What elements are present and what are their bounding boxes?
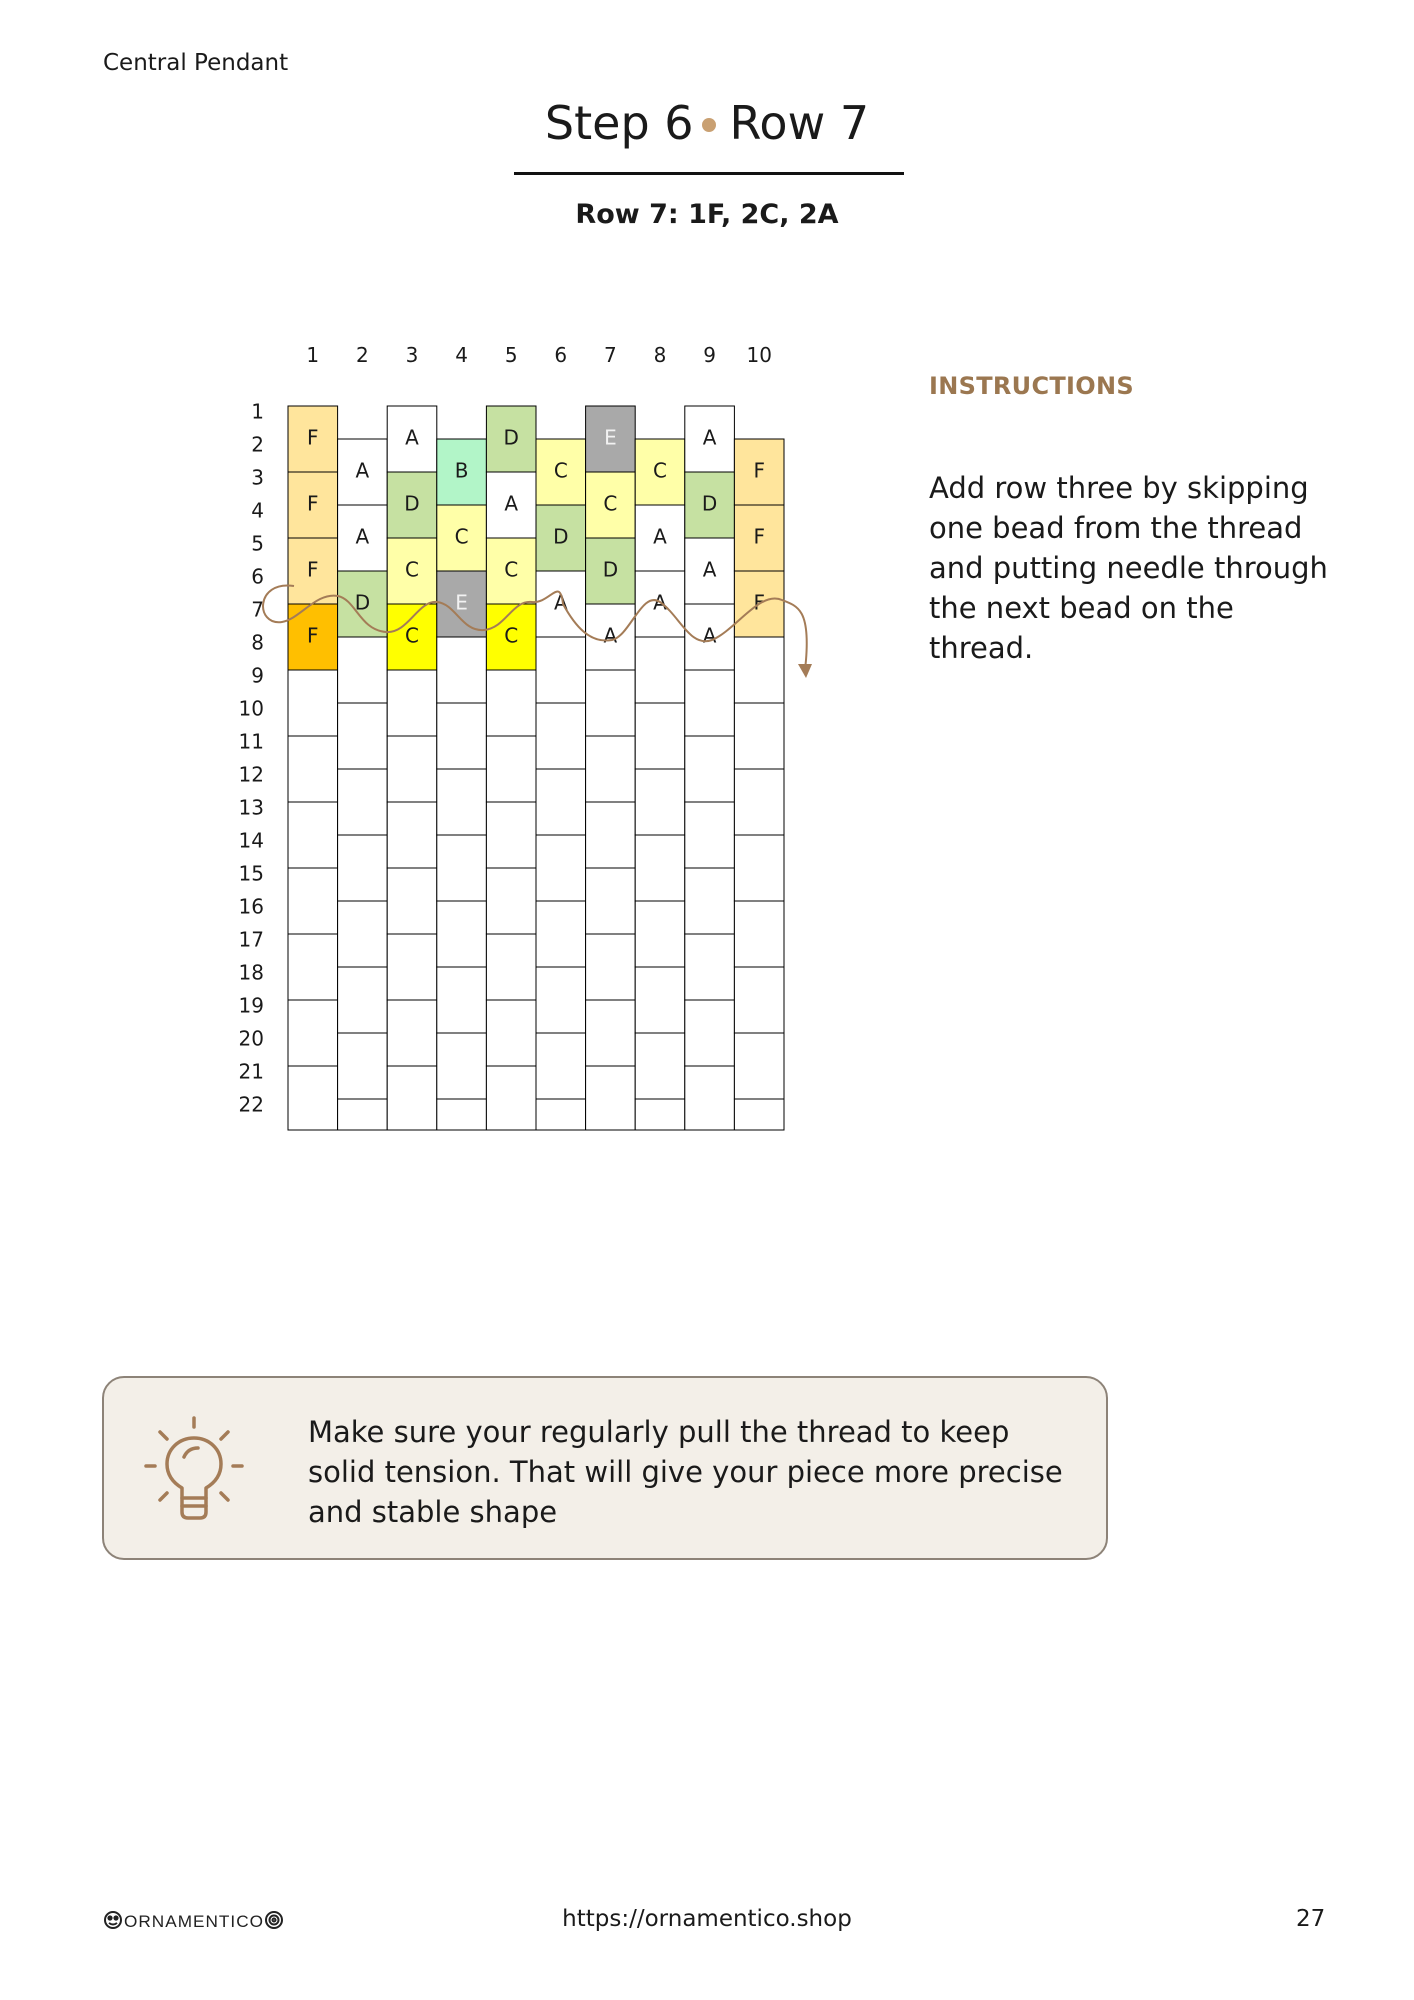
empty-cell [288,1066,338,1130]
bead-cell [586,406,636,472]
column-label: 3 [405,343,419,367]
bead-letter: C [405,623,419,648]
bead-letter: D [553,524,569,549]
footer-url[interactable]: https://ornamentico.shop [562,1906,852,1932]
empty-cell [536,967,586,1033]
column-label: 5 [504,343,518,367]
bead-letter: A [653,590,667,615]
row-summary: Row 7: 1F, 2C, 2A [575,199,839,230]
empty-cell [486,736,536,802]
bead-letter: F [307,557,319,582]
empty-cell [338,769,388,835]
row-label: 17 [238,927,264,952]
empty-cell [635,901,685,967]
empty-cell [586,670,636,736]
empty-cell [486,802,536,868]
empty-cell [437,637,487,703]
empty-cell [536,835,586,901]
empty-cell [437,967,487,1033]
bead-letter: A [702,557,717,582]
bead-cell [288,406,338,472]
empty-cell [635,967,685,1033]
empty-cell [486,1000,536,1066]
bead-cell [437,505,487,571]
empty-cell [288,868,338,934]
bead-letter: C [454,524,469,549]
row-label: 13 [238,795,264,820]
empty-cell [338,637,388,703]
empty-cell [536,901,586,967]
instructions-heading: INSTRUCTIONS [929,372,1134,400]
step-title: Step 6 [544,96,694,150]
bead-letter: D [503,425,519,450]
bead-cell [685,406,735,472]
empty-cell [288,802,338,868]
row-labels [239,400,264,1117]
empty-cell [635,1033,685,1099]
bead-letter: A [702,425,717,450]
row-label: 21 [238,1059,264,1084]
bead-letter: F [307,623,319,648]
empty-cell [387,670,437,736]
bead-letter: F [307,425,319,450]
empty-cell [685,868,735,934]
bead-letter: A [355,524,370,549]
empty-cell [536,1099,586,1130]
bead-cell [288,604,338,670]
bead-cell [288,472,338,538]
empty-cell [536,1033,586,1099]
empty-cell [288,934,338,1000]
empty-cell [586,1066,636,1130]
bead-letter: D [701,491,718,516]
empty-cell [536,769,586,835]
empty-cell [387,802,437,868]
empty-cell [586,736,636,802]
column-label: 6 [554,343,568,367]
column-label: 10 [746,343,772,367]
empty-cell [635,637,685,703]
empty-cell [734,637,784,703]
bead-cell [486,406,536,472]
column-labels [306,343,771,367]
row-label: 16 [238,894,264,919]
bead-cell [387,472,437,538]
bead-letter: F [753,524,765,549]
page-title [0,96,1414,150]
empty-cell [586,1000,636,1066]
bead-letter: A [553,590,568,615]
empty-cell [734,1099,784,1130]
bead-letter: F [307,491,319,516]
empty-cell [734,769,784,835]
bead-letter: F [753,458,765,483]
bead-cell [734,505,784,571]
empty-cell [486,868,536,934]
column-label: 1 [306,343,320,367]
row-title: Row 7 [729,96,870,150]
empty-cell [536,703,586,769]
empty-cell [437,1099,487,1130]
bead-cell [338,571,388,637]
tip-text: Make sure your regularly pull the thread to keep solid tension. That will give your piece more precise and stable shape [308,1415,1063,1529]
bead-letter: A [405,425,419,450]
empty-cell [338,967,388,1033]
bead-letter: D [354,590,371,615]
empty-cell [437,901,487,967]
empty-cell [586,868,636,934]
bead-letter: C [603,491,618,516]
bead-cell [338,505,388,571]
bead-pattern-chart [0,330,860,1150]
bead-letter: E [604,425,617,450]
row-label: 18 [238,960,264,985]
empty-cell [338,1033,388,1099]
empty-cell [338,1099,388,1130]
bead-cell [635,439,685,505]
row-label: 7 [251,597,264,622]
empty-cell [734,835,784,901]
row-label: 11 [238,729,264,754]
empty-cell [387,1066,437,1130]
empty-cell [635,769,685,835]
row-label: 5 [251,531,264,556]
bead-letter: D [404,491,420,516]
bead-cell [734,439,784,505]
bead-cell [586,538,636,604]
row-label: 2 [251,432,264,457]
logo-wordmark: ORNAMENTICO [124,1912,264,1931]
row-label: 3 [251,465,264,490]
empty-cell [338,835,388,901]
empty-cell [288,736,338,802]
thread-arrow-icon [798,664,812,678]
empty-cell [635,703,685,769]
empty-cell [486,1066,536,1130]
empty-cell [586,934,636,1000]
empty-cell [635,835,685,901]
bead-cell [685,472,735,538]
column-label: 7 [604,343,617,367]
empty-cell [486,934,536,1000]
row-label: 22 [238,1092,264,1117]
bead-letter: C [504,623,519,648]
row-label: 15 [238,861,264,886]
bead-cell [387,406,437,472]
bead-letter: D [602,557,619,582]
empty-cell [685,1066,735,1130]
row-label: 20 [238,1026,264,1051]
empty-cell [635,1099,685,1130]
bead-letter: C [553,458,568,483]
bead-cells [288,406,784,1130]
empty-cell [437,703,487,769]
empty-cell [586,802,636,868]
title-divider [514,172,904,175]
lightbulb-icon [142,1414,246,1528]
empty-cell [685,670,735,736]
bead-cell [685,538,735,604]
bead-cell [486,472,536,538]
column-label: 4 [455,343,468,367]
row-label: 10 [238,696,264,721]
empty-cell [387,736,437,802]
row-label: 9 [251,663,264,688]
bead-cell [387,538,437,604]
empty-cell [387,868,437,934]
row-label: 6 [251,564,264,589]
bead-letter: B [454,458,469,483]
row-label: 14 [238,828,264,853]
empty-cell [437,769,487,835]
bead-letter: C [653,458,667,483]
bead-cell [536,505,586,571]
row-label: 8 [251,630,264,655]
empty-cell [685,934,735,1000]
bead-cell [437,439,487,505]
document-title: Central Pendant [103,50,289,76]
bead-letter: A [702,623,717,648]
bead-cell [635,505,685,571]
bead-letter: F [753,590,765,615]
bead-cell [387,604,437,670]
bead-letter: A [504,491,519,516]
empty-cell [536,637,586,703]
empty-cell [437,835,487,901]
row-label: 4 [251,498,264,523]
empty-cell [734,901,784,967]
bead-letter: A [603,623,618,648]
row-label: 19 [238,993,264,1018]
empty-cell [288,670,338,736]
bead-cell [486,604,536,670]
page-number: 27 [1296,1906,1326,1932]
row-label: 12 [238,762,264,787]
row-label: 1 [251,399,264,424]
empty-cell [734,1033,784,1099]
bead-letter: E [455,590,468,615]
title-dot-icon [702,118,716,132]
column-label: 8 [653,343,667,367]
empty-cell [734,703,784,769]
empty-cell [387,934,437,1000]
tip-box [102,1376,1108,1560]
bead-cell [586,472,636,538]
empty-cell [685,1000,735,1066]
empty-cell [338,901,388,967]
bead-cell [338,439,388,505]
empty-cell [437,1033,487,1099]
bead-letter: C [504,557,519,582]
bead-cell [288,538,338,604]
bead-cell [536,439,586,505]
bead-letter: C [405,557,419,582]
bead-letter: A [355,458,370,483]
empty-cell [685,802,735,868]
bead-cell [486,538,536,604]
empty-cell [486,670,536,736]
bead-cell [635,571,685,637]
empty-cell [387,1000,437,1066]
bead-letter: A [653,524,667,549]
empty-cell [734,967,784,1033]
column-label: 2 [356,343,369,367]
column-label: 9 [703,343,716,367]
empty-cell [685,736,735,802]
empty-cell [338,703,388,769]
instructions-text: Add row three by skipping one bead from the thread and putting needle through the next bead on the thread. [929,471,1328,665]
empty-cell [288,1000,338,1066]
